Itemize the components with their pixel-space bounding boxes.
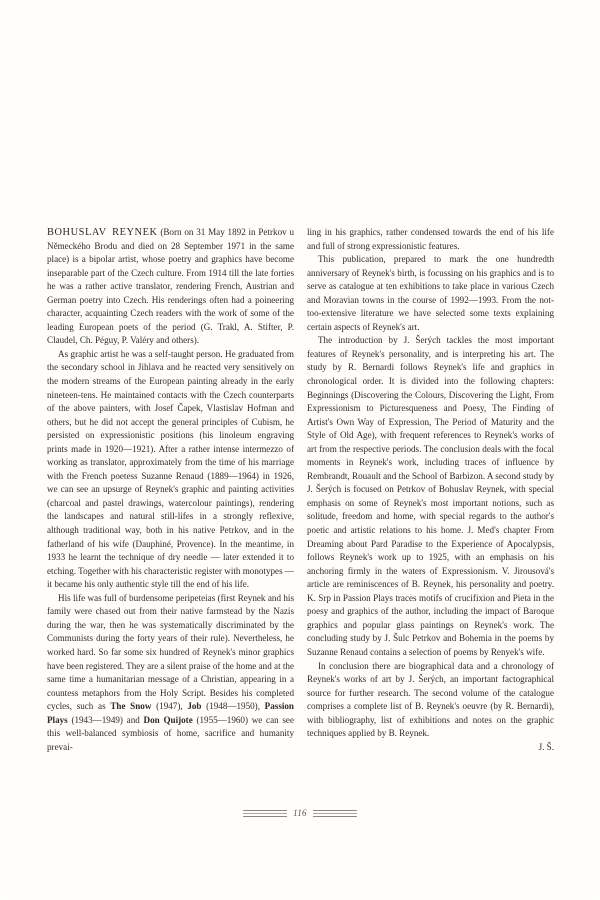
rule-line	[313, 813, 357, 814]
left-text-column	[47, 226, 294, 754]
two-column-text-body	[47, 226, 555, 754]
work-title-passion-plays: Passion Plays	[47, 701, 294, 725]
paragraph-publication: This publication, prepared to mark the one hundredth anniversary of Reynek's birth, is focussing on his graphics and is to serve as catalogue at ten exhibitions to take place in various Czech and Moravian towns in the course of 1992—1993. From the not-too-extensive literature we have selected some texts explaining certain aspects of Reynek's art.	[307, 254, 554, 332]
paragraph-contents-overview: The introduction by J. Šerých tackles the most important features of Reynek's personality, and is interpreting his art. The study by R. Bernardi follows Reynek's life and graphics in chronological order. It is divided into the following chapters: Beginnings (Discovering the Colours, Discovering the Light, From Expressionism to Picturesqueness and Poesy, The Finding of Artist's Own Way of Expression, The Period of Maturity and the Style of Old Age), with frequent references to Reynek's works of art from the respective periods. The conclusion deals with the focal moments in Reynek's work, including traces of influence by Rembrandt, Rouault and the School of Barbizon. A second study by J. Šerých is focused on Petrkov of Bohuslav Reynek, with special emphasis on some of Reynek's most important notions, such as solitude, freedom and home, with special regards to the author's poetic and artistic relations to his home. J. Med's chapter From Dreaming about Pard Paradise to the Experience of Apocalypsis, follows Reynek's work up to 1925, with an emphasis on his anchoring firmly in the waters of Expressionism. V. Jirousová's article are reminiscences of B. Reynek, his personality and poetry. K. Srp in Passion Plays traces motifs of crucifixion and Pieta in the poesy and graphics of the author, including the impact of Baroque graphics and popular glass paintings on Reynek's work. The concluding study by J. Šulc Petrkov and Bohemia in the poems by Suzanne Renaud contains a selection of poems by Renyek's wife.	[307, 335, 554, 657]
rule-line	[313, 810, 357, 811]
paragraph-continuation: ling in his graphics, rather condensed towards the end of his life and full of strong expressionistic features.	[307, 227, 554, 251]
separator-text-3: (1943—1949) and	[67, 714, 144, 725]
paragraph-life-cycles	[47, 592, 294, 755]
paragraph-conclusion	[307, 660, 554, 755]
separator-text-1: (1947),	[151, 701, 188, 712]
work-title-job: Job	[187, 701, 202, 712]
rule-line	[243, 816, 287, 817]
paragraph-body-after: (1955—1960) we can see this well-balanced symbiosis of home, sacrifice and humanity prevai-	[47, 714, 294, 752]
separator-text-2: (1948—1950),	[201, 701, 265, 712]
ornament-rules-right	[313, 810, 357, 817]
rule-line	[243, 810, 287, 811]
page-number: 116	[293, 808, 307, 818]
entry-headword: BOHUSLAV REYNEK	[47, 227, 158, 238]
work-title-don-quijote: Don Quijote	[143, 714, 193, 725]
right-text-column	[307, 226, 554, 754]
paragraph-body: (Born on 31 May 1892 in Petrkov u Německého Brodu and died on 28 September 1971 in the same place) is a bipolar artist, whose poetry and graphics have become inseparable part of the Czech culture. From 1914 till the late forties he was a rather active translator, rendering French, Austrian and German poetry into Czech. His renderings often had a poineering character, acquainting Czech readers with the work of some of the leading European poets of the period (G. Trakl, A. Stifter, P. Claudel, Ch. Péguy, P. Valéry and others).	[47, 227, 295, 346]
author-signature: J. Š.	[538, 741, 554, 752]
ornament-rules-left	[243, 810, 287, 817]
rule-line	[243, 813, 287, 814]
rule-line	[313, 816, 357, 817]
paragraph-graphic-artist: As graphic artist he was a self-taught person. He graduated from the secondary school in Jihlava and he reacted very sensitively on the modern streams of the European painting already in the early nineteen-tens. He maintained contacts with the Czech counterparts of the above painters, with Josef Čapek, Vlastislav Hofman and others, but he did not accept the general principles of Cubism, he persisted on expressionistic positions (his linoleum engraving prints made in 1920—1921). After a rather intense intermezzo of working as translator, approximately from the time of his marriage with the French poetess Suzanne Renaud (1889—1964) in 1926, we can see an upsurge of Reynek's graphic and painting activities (charcoal and pastel drawings, watercolour paintings), rendering the landscapes and natural still-lifes in a strongly reflexive, although traditional way, both in his native Petrkov, and in the fatherland of his wife (Dauphiné, Provence). In the meantime, in 1933 he learnt the technique of dry needle — later extended it to etching. Together with his characteristic register with monotypes — it became his only authentic style till the end of his life.	[47, 348, 294, 590]
paragraph-body-before: His life was full of burdensome peripeteias (first Reynek and his family were chased out from their native farmstead by the Nazis during the war, then he was systematically discriminated by the Communists during the forty years of their rule). Nevertheless, he worked hard. So far some six hundred of Reynek's minor graphics have been registered. They are a silent praise of the home and at the same time a humanitarian message of a Christian, appearing in a countess metaphors from the Holy Script. Besides his completed cycles, such as	[47, 592, 294, 712]
paragraph-biography-intro	[47, 226, 294, 348]
page-footer-ornament	[0, 808, 600, 818]
paragraph-body: In conclusion there are biographical data and a chronology of Reynek's works of art by J. Šerých, an important factographical source for further research. The second volume of the catalogue comprises a complete list of B. Reynek's oeuvre (by R. Bernardi), with bibliography, list of exhibitions and notes on the graphic techniques applied by B. Reynek.	[307, 660, 554, 739]
work-title-the-snow: The Snow	[110, 701, 152, 712]
